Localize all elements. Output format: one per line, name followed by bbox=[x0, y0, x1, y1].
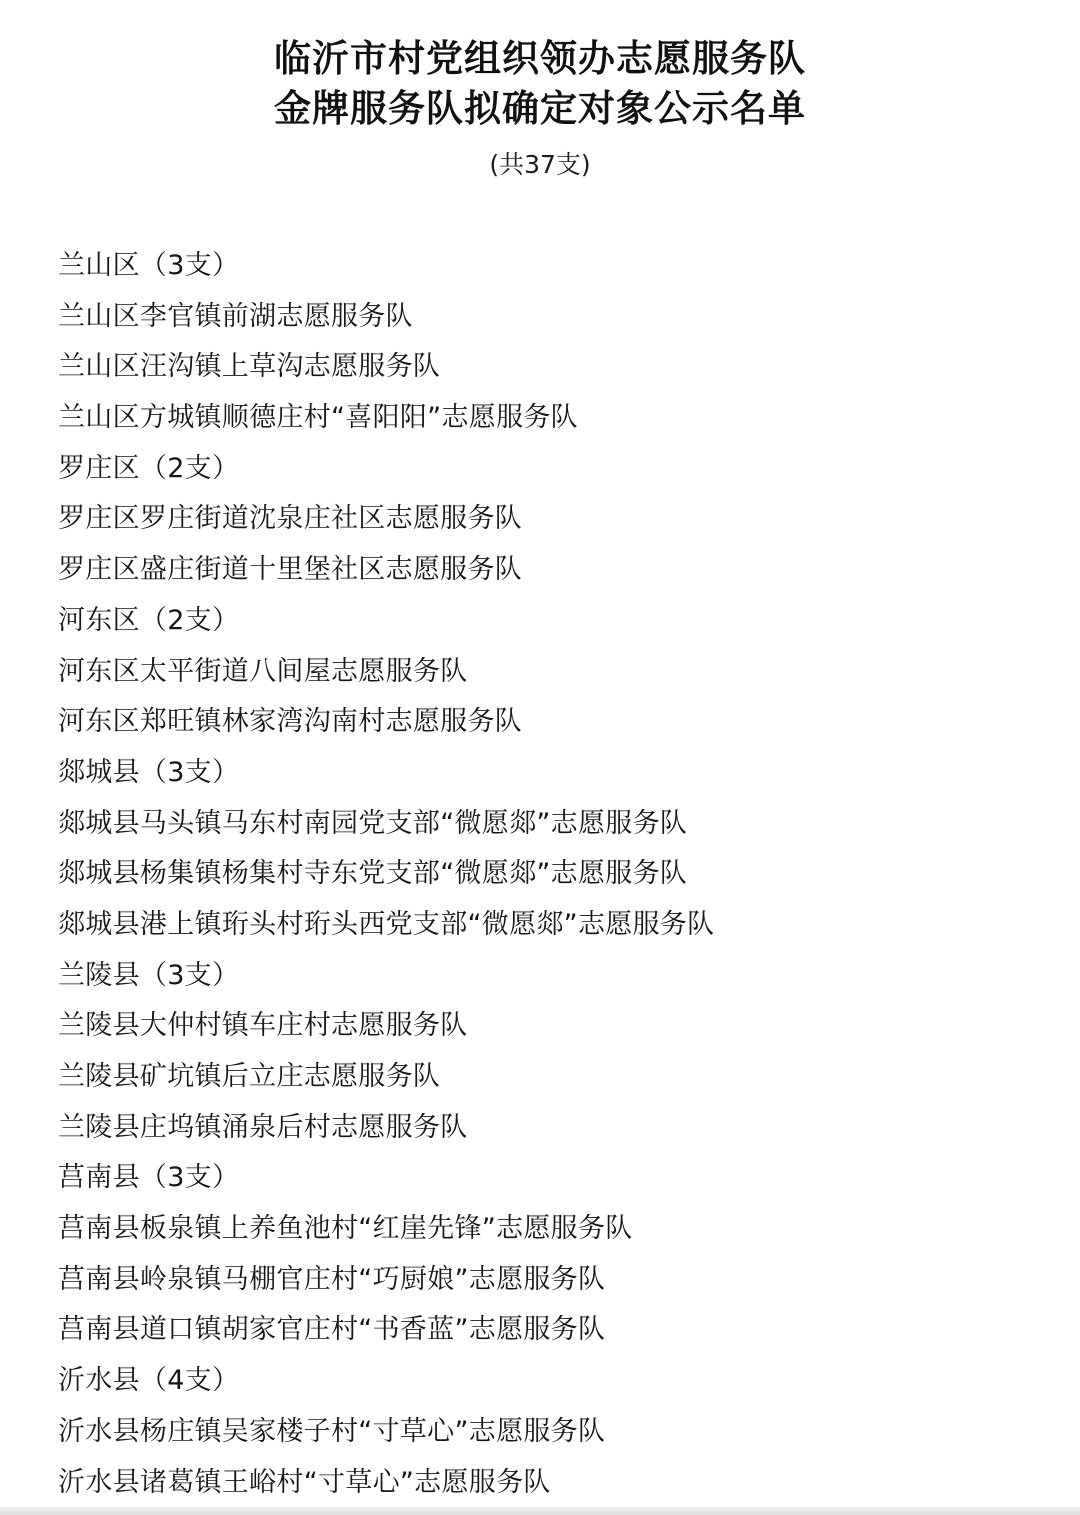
document-title bbox=[0, 34, 1080, 134]
team-list-item: 郯城县杨集镇杨集村寺东党支部“微愿郯”志愿服务队 bbox=[58, 858, 688, 890]
team-list-item: 罗庄区盛庄街道十里堡社区志愿服务队 bbox=[58, 554, 523, 586]
team-list-item: 兰山区汪沟镇上草沟志愿服务队 bbox=[58, 351, 441, 383]
page-bottom-edge bbox=[0, 1507, 1080, 1515]
team-list-item: 兰山区李官镇前湖志愿服务队 bbox=[58, 300, 413, 332]
team-list-item: 沂水县诸葛镇王峪村“寸草心”志愿服务队 bbox=[58, 1466, 551, 1498]
team-list-item: 兰陵县大仲村镇车庄村志愿服务队 bbox=[58, 1010, 468, 1042]
team-list-item: 兰陵县矿坑镇后立庄志愿服务队 bbox=[58, 1061, 441, 1092]
team-list-item: 郯城县马头镇马东村南园党支部“微愿郯”志愿服务队 bbox=[58, 807, 688, 839]
title-line-2: 金牌服务队拟确定对象公示名单 bbox=[274, 87, 806, 130]
district-heading: 罗庄区（2支） bbox=[58, 452, 240, 484]
team-list-item: 河东区太平街道八间屋志愿服务队 bbox=[58, 655, 468, 687]
team-list-item: 兰陵县庄坞镇涌泉后村志愿服务队 bbox=[58, 1111, 468, 1143]
district-heading: 河东区（2支） bbox=[58, 604, 240, 636]
district-heading: 兰陵县（3支） bbox=[58, 959, 240, 991]
district-heading: 兰山区（3支） bbox=[58, 250, 240, 281]
team-list-item: 莒南县岭泉镇马棚官庄村“巧厨娘”志愿服务队 bbox=[58, 1263, 606, 1295]
team-list-item: 莒南县板泉镇上养鱼池村“红崖先锋”志愿服务队 bbox=[58, 1213, 633, 1245]
team-list-item: 兰山区方城镇顺德庄村“喜阳阳”志愿服务队 bbox=[58, 402, 578, 434]
district-heading: 莒南县（3支） bbox=[58, 1162, 240, 1194]
team-list-item: 罗庄区罗庄街道沈泉庄社区志愿服务队 bbox=[58, 503, 523, 535]
team-list-item: 沂水县杨庄镇吴家楼子村“寸草心”志愿服务队 bbox=[58, 1415, 606, 1447]
district-heading: 沂水县（4支） bbox=[58, 1365, 240, 1397]
document-subtitle: (共37支) bbox=[489, 150, 591, 179]
team-list-item: 莒南县道口镇胡家官庄村“书香蓝”志愿服务队 bbox=[58, 1314, 606, 1346]
team-list bbox=[58, 246, 1058, 1513]
district-heading: 郯城县（3支） bbox=[58, 756, 240, 788]
title-line-1: 临沂市村党组织领办志愿服务队 bbox=[274, 37, 806, 80]
team-list-item: 河东区郑旺镇林家湾沟南村志愿服务队 bbox=[58, 706, 523, 738]
team-list-item: 郯城县港上镇珩头村珩头西党支部“微愿郯”志愿服务队 bbox=[58, 908, 715, 940]
